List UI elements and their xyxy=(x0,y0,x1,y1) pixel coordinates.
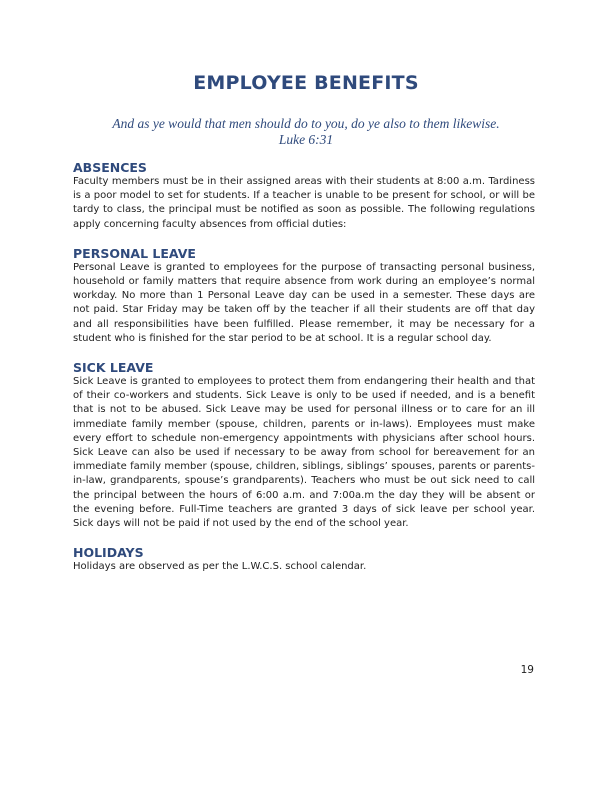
section-heading: ABSENCES xyxy=(73,160,147,175)
document-body xyxy=(73,160,535,588)
section-sick-leave xyxy=(73,360,535,531)
section-text: Holidays are observed as per the L.W.C.S. school calendar. xyxy=(73,561,367,573)
epigraph-quote: And as ye would that men should do to you, do ye also to them likewise. xyxy=(112,116,500,131)
section-heading: SICK LEAVE xyxy=(73,360,154,376)
section-text: Sick Leave is granted to employees to protect them from endangering their health and that of their co-workers and students. Sick Leave is only to be used if needed, and is a benefit that is not to be abused. Sick Leave may be used for personal illness or to care for an ill immediate family member (spouse, children, parents or in-laws). Employees must make every effort to schedule non-emergency appointments with physicians after school hours. Sick Leave can also be used if necessary to be away from school for bereavement for an immediate family member (spouse, children, siblings, siblings’ spouses, parents or parents-in-law, grandparents, spouse’s grandparents). Teachers who must be out sick need to call the principal between the hours of 6:00 a.m. and 7:00a.m the day they will be absent or the evening before. Full-Time teachers are granted 3 days of sick leave per school year. Sick days will not be paid if not used by the end of the school year. xyxy=(73,376,535,530)
section-personal-leave xyxy=(73,246,535,346)
section-text: Faculty members must be in their assigned areas with their students at 8:00 a.m. Tardiness is a poor model to set for students. If a teacher is unable to be present for school, or will be tardy to class, the principal must be notified as soon as possible. The following regulations apply concerning faculty absences from official duties: xyxy=(73,176,535,230)
epigraph-reference: Luke 6:31 xyxy=(278,132,334,147)
section-holidays xyxy=(73,545,535,574)
section-heading: HOLIDAYS xyxy=(73,545,144,561)
section-heading: PERSONAL LEAVE xyxy=(73,245,196,261)
section-absences xyxy=(73,160,535,232)
page-title: EMPLOYEE BENEFITS xyxy=(193,72,419,94)
section-text: Personal Leave is granted to employees for the purpose of transacting personal business, household or family matters that require absence from work during an employee’s normal workday. No more than 1 Personal Leave day can be used in a semester. These days are not paid. Star Friday may be taken off by the teacher if all their students are off that day and all responsibilities have been fulfilled. Please remember, it may be necessary for a student who is finished for the star period to be at school. It is a regular school day. xyxy=(73,261,535,344)
page-number: 19 xyxy=(520,664,534,676)
epigraph xyxy=(0,116,612,148)
